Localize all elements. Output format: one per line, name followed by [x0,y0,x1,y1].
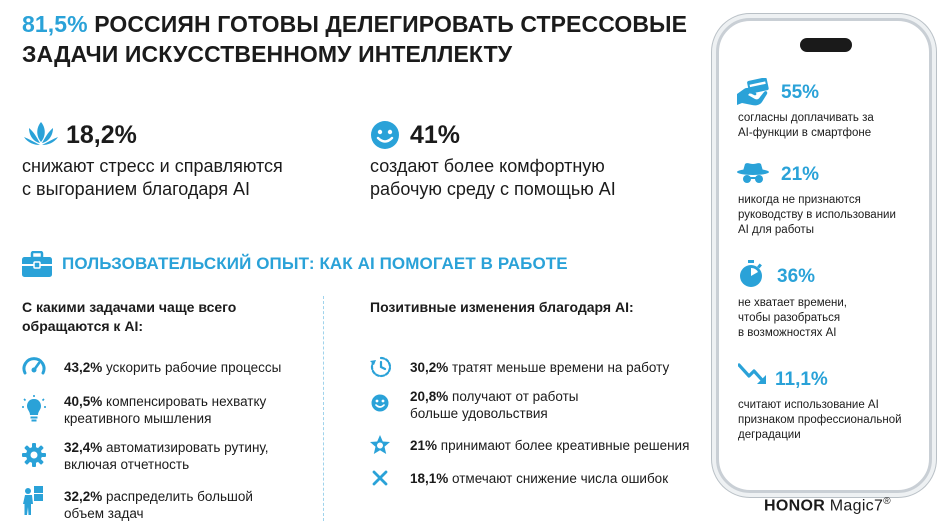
phone-stat-pct: 11,1% [775,369,828,390]
section-title: ПОЛЬЗОВАТЕЛЬСКИЙ ОПЫТ: КАК AI ПОМОГАЕТ В РАБОТЕ [62,254,568,273]
stat-text-comfort: создают более комфортную рабочую среду с помощью AI [370,156,616,199]
smiley-icon [370,120,404,154]
stopwatch-icon [738,260,764,288]
title-percent: 81,5% [22,11,88,37]
stat-value-stress: 18,2% [66,121,137,149]
spy-hat-icon [736,162,770,186]
phone-stat-pct: 21% [781,164,820,185]
list-item: 40,5% компенсировать нехватку креативного мышления [64,394,267,426]
list-item: 43,2% ускорить рабочие процессы [64,360,282,375]
list-item: 21% принимают более креативные решения [410,438,690,453]
lightbulb-icon [22,395,46,423]
list-item: 18,1% отмечают снижение числа ошибок [410,471,669,486]
list-item: 30,2% тратят меньше времени на работу [410,360,670,375]
star-badge-icon [369,434,391,456]
left-column-heading: С какими задачами чаще всего обращаются к AI: [22,299,237,334]
cross-icon [372,470,388,486]
speedometer-icon [22,356,46,376]
phone-stat-pct: 36% [777,266,816,287]
brand-logo: HONOR Magic7® [764,496,891,515]
hand-card-icon [736,78,770,106]
list-item: 20,8% получают от работы больше удовольствия [410,389,579,421]
gear-icon [22,443,46,467]
phone-stat-text: считают использование AI признаком профессиональной деградации [738,399,902,441]
page-title [22,9,712,69]
phone-stat-text: согласны доплачивать за AI-функции в смартфоне [738,112,874,139]
person-boxes-icon [22,486,46,516]
briefcase-icon [22,251,52,277]
title-line1: РОССИЯН ГОТОВЫ ДЕЛЕГИРОВАТЬ СТРЕССОВЫЕ [87,11,688,37]
right-column-heading: Позитивные изменения благодаря AI: [370,299,634,315]
title-line2: ЗАДАЧИ ИСКУССТВЕННОМУ ИНТЕЛЛЕКТУ [22,41,513,67]
lotus-icon [24,120,58,154]
clock-arrow-icon [370,356,392,378]
stat-text-stress: снижают стресс и справляются с выгоранием благодаря AI [22,156,283,199]
phone-camera [800,38,852,52]
stat-value-comfort: 41% [410,121,461,149]
phone-stat-text: никогда не признаются руководству в использовании AI для работы [738,194,896,236]
phone-stat-text: не хватает времени, чтобы разобраться в возможностях AI [738,297,847,339]
list-item: 32,4% автоматизировать рутину, включая отчетность [64,440,269,472]
trend-down-icon [738,362,768,388]
phone-stat-pct: 55% [781,82,820,103]
smiley-small-icon [371,394,389,412]
column-divider [323,296,324,521]
list-item: 32,2% распределить большой объем задач [64,489,253,521]
